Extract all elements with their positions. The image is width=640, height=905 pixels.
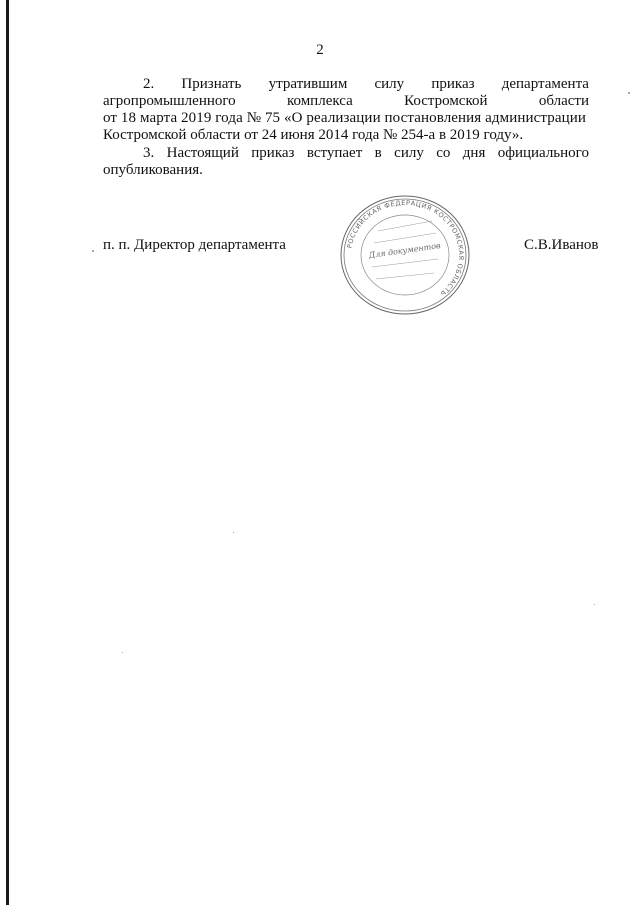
- official-seal-stamp: [338, 193, 472, 317]
- word: со: [436, 145, 451, 161]
- svg-text:РОССИЙСКАЯ ФЕДЕРАЦИЯ КОСТРОМСК: РОССИЙСКАЯ ФЕДЕРАЦИЯ КОСТРОМСКАЯ ОБЛАСТЬ: [345, 198, 466, 298]
- word: департамента: [501, 76, 589, 92]
- scan-edge-left: [6, 0, 9, 905]
- word: силу: [374, 76, 405, 92]
- scan-speck: [628, 92, 630, 94]
- scan-speck: [122, 652, 123, 653]
- page-number: 2: [316, 42, 324, 58]
- word: приказ: [251, 145, 295, 161]
- scan-speck: [594, 604, 595, 605]
- signatory-position: п. п. Директор департамента: [103, 237, 286, 253]
- scan-speck: [92, 250, 94, 252]
- word: вступает: [306, 145, 363, 161]
- item-2-line-4: Костромской области от 24 июня 2014 года № 254-а в 2019 году».: [103, 127, 524, 143]
- item-2-line-3: от 18 марта 2019 года № 75 «О реализации постановления администрации: [103, 110, 586, 126]
- signatory-name: С.В.Иванов: [524, 237, 599, 253]
- word: агропромышленного: [103, 93, 236, 109]
- item-2-line-1: [103, 76, 589, 93]
- word: официального: [497, 145, 589, 161]
- word: Костромской: [404, 93, 488, 109]
- word: дня: [462, 145, 486, 161]
- word: Настоящий: [166, 145, 239, 161]
- paragraph-item-2: [103, 76, 589, 144]
- item-2-number: 2.: [143, 76, 155, 92]
- item-3-number: 3.: [143, 145, 155, 161]
- word: Признать: [181, 76, 242, 92]
- word: утратившим: [268, 76, 348, 92]
- paragraph-item-3: [103, 145, 589, 179]
- word: области: [538, 93, 589, 109]
- item-3-line-1: [103, 145, 589, 162]
- word: приказ: [431, 76, 475, 92]
- item-2-line-2: [103, 93, 589, 110]
- item-3-line-2: опубликования.: [103, 162, 203, 178]
- svg-text:Для документов: Для документов: [368, 241, 442, 261]
- scan-speck: [233, 532, 234, 533]
- word: силу: [394, 145, 424, 161]
- word: комплекса: [286, 93, 353, 109]
- word: в: [374, 145, 382, 161]
